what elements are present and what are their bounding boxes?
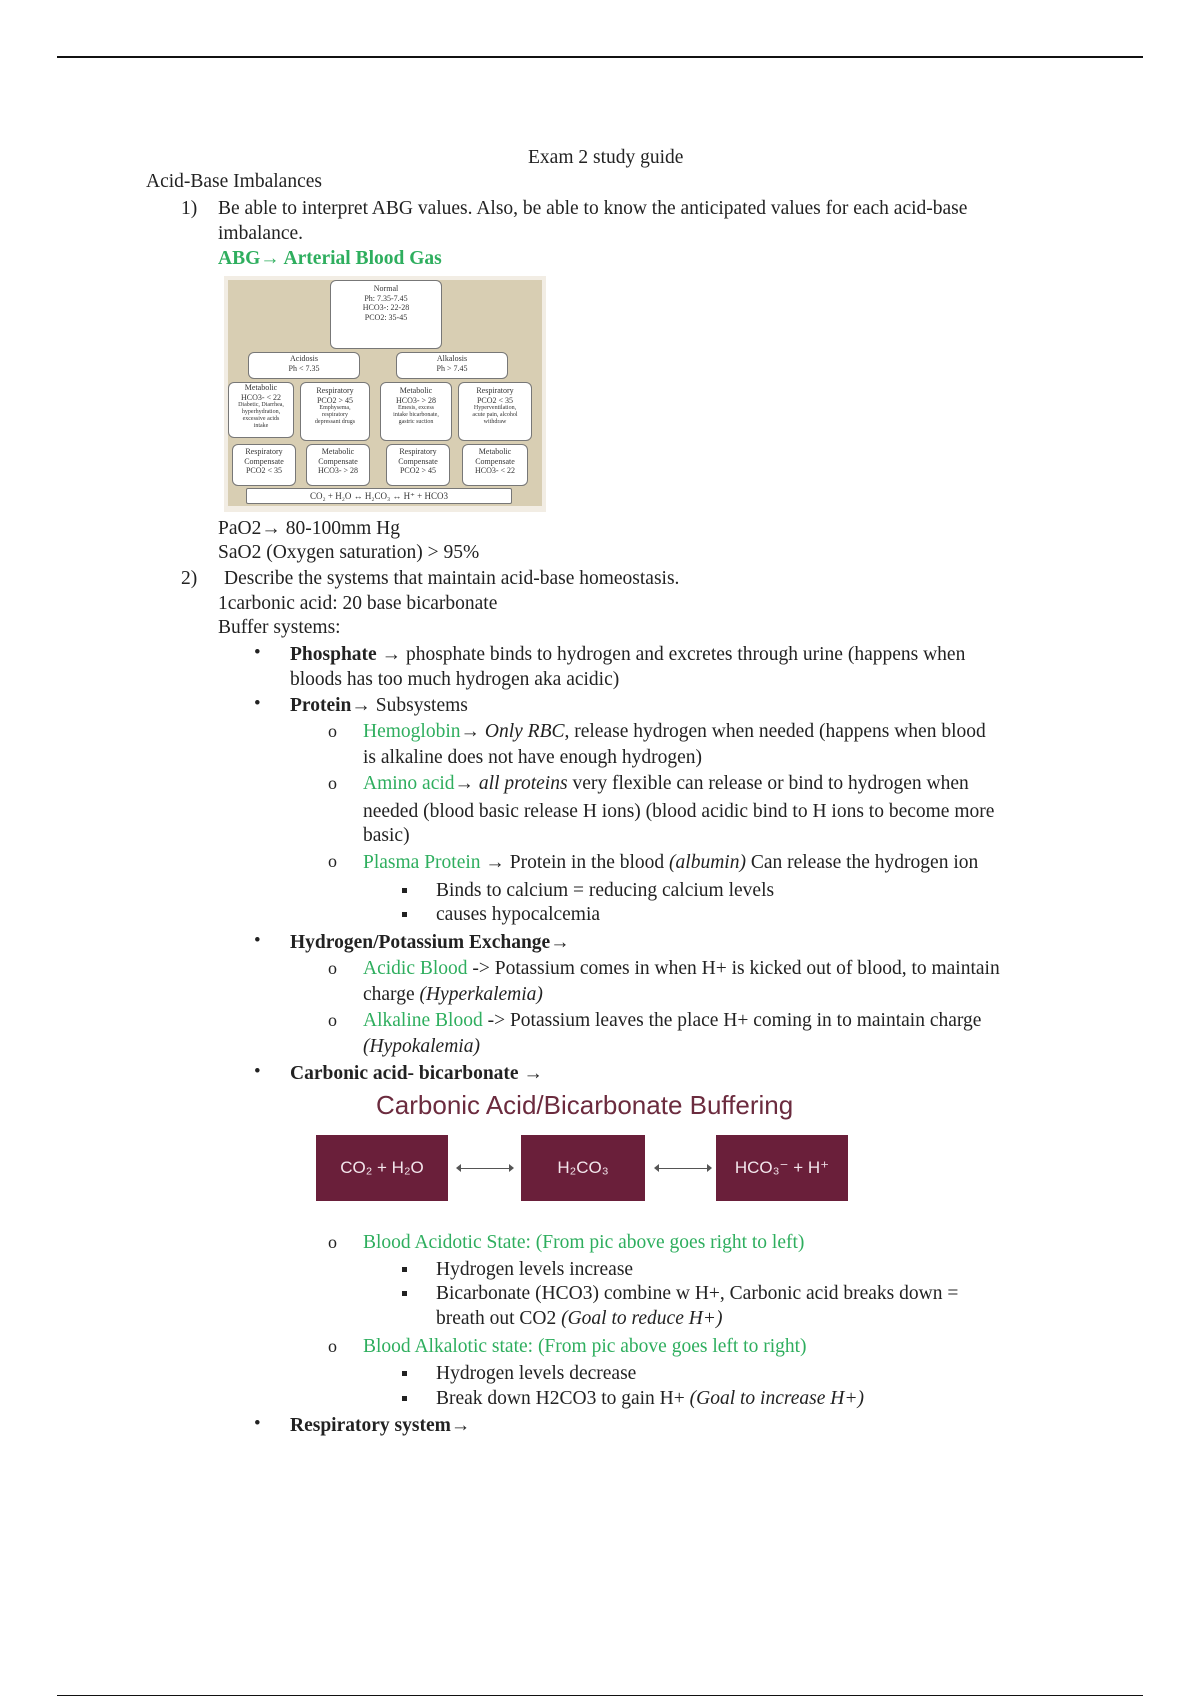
abg-comp1-type: Respiratory — [245, 447, 283, 456]
protein-label: Protein→ — [290, 695, 371, 716]
phosphate-text-cont: bloods has too much hydrogen aka acidic) — [290, 669, 620, 690]
footer-rule — [57, 1695, 1143, 1696]
abg-normal-ph: Ph: 7.35-7.45 — [364, 293, 408, 303]
q1-text: Be able to interpret ABG values. Also, be able to know the anticipated values for each acid-base — [218, 198, 968, 219]
abg-normal-box — [330, 280, 442, 349]
alkaline-label: Alkaline Blood — [363, 1010, 483, 1031]
plasma-sub1: Binds to calcium = reducing calcium levels — [436, 880, 775, 901]
pao2-value: PaO2→ 80-100mm Hg — [218, 518, 400, 539]
square-bullet-6 — [402, 1396, 407, 1401]
amino-arrow: → — [454, 773, 479, 794]
circle-alkaline: o — [328, 1010, 337, 1030]
bullet-phosphate: • — [254, 642, 261, 663]
abg-heading: ABG→ Arterial Blood Gas — [218, 248, 442, 269]
header-rule — [57, 56, 1143, 58]
hemoglobin-italic: Only RBC — [484, 721, 565, 742]
bullet-hk: • — [254, 930, 261, 951]
respiratory-label: Respiratory system→ — [290, 1415, 471, 1436]
square-bullet-4 — [402, 1291, 407, 1296]
abg-met-alk-label: Metabolic — [399, 386, 433, 395]
abg-comp1-box — [232, 444, 296, 486]
plasma-italic: (albumin) — [669, 852, 746, 873]
carbonic-box-hco3: HCO₃⁻ + H⁺ — [716, 1135, 848, 1201]
q2-text: Describe the systems that maintain acid-base homeostasis. — [224, 568, 680, 589]
phosphate-label: Phosphate — [290, 644, 377, 665]
abg-comp2-value: HCO3- > 28 — [317, 466, 359, 475]
carbonic-label: Carbonic acid- bicarbonate → — [290, 1063, 543, 1084]
alkalotic-sub1: Hydrogen levels decrease — [436, 1363, 637, 1384]
page-title: Exam 2 study guide — [528, 147, 684, 168]
hemoglobin-arrow: → — [460, 721, 485, 742]
acidotic-sub2: Bicarbonate (HCO3) combine w H+, Carbonic acid breaks down = — [436, 1283, 959, 1304]
phosphate-text: → phosphate binds to hydrogen and excretes through urine (happens when — [376, 644, 966, 665]
plasma-item — [363, 851, 978, 875]
square-bullet-5 — [402, 1371, 407, 1376]
abg-acidosis-box — [248, 352, 360, 379]
abg-flowchart-bg — [228, 280, 542, 506]
abg-met-alk-cause1: Emesis, excess — [398, 405, 434, 411]
abg-met-acid-cause2: hyperhydration, — [241, 409, 281, 415]
acidotic-label: Blood Acidotic State: (From pic above goes right to left) — [363, 1232, 805, 1253]
sao2-value: SaO2 (Oxygen saturation) > 95% — [218, 542, 480, 563]
abg-comp3-value: PCO2 > 45 — [399, 466, 437, 475]
hemoglobin-text: , release hydrogen when needed (happens when blood — [564, 721, 986, 742]
amino-italic: all proteins — [478, 773, 568, 794]
equilibrium-arrow-2 — [658, 1168, 708, 1169]
circle-acidotic: o — [328, 1232, 337, 1252]
abg-met-acid-cause3: excessive acids — [242, 416, 280, 422]
abg-met-alk-cause2: intake bicarbonate, — [393, 412, 439, 418]
section-heading: Acid-Base Imbalances — [146, 171, 322, 192]
protein-item — [290, 694, 468, 718]
abg-comp3-type: Respiratory — [399, 447, 437, 456]
alkaline-text: -> Potassium leaves the place H+ coming in to maintain charge — [482, 1010, 982, 1031]
circle-alkalotic: o — [328, 1336, 337, 1356]
abg-normal-label: Normal — [373, 284, 399, 293]
abg-met-acid-value: HCO3- < 22 — [240, 392, 282, 402]
abg-comp2-box — [306, 444, 370, 486]
protein-text: Subsystems — [370, 695, 468, 716]
bullet-carbonic: • — [254, 1061, 261, 1082]
abg-comp4-box — [462, 444, 528, 486]
hemoglobin-label: Hemoglobin — [363, 721, 461, 742]
circle-amino: o — [328, 773, 337, 793]
carbonic-diagram-title: Carbonic Acid/Bicarbonate Buffering — [376, 1090, 794, 1120]
acidotic-sub2-italic: (Goal to reduce H+) — [561, 1308, 723, 1329]
abg-met-alk-value: HCO3- > 28 — [395, 395, 437, 405]
abg-comp4-value: HCO3- < 22 — [474, 466, 516, 475]
abg-comp3-label: Compensate — [398, 456, 438, 466]
abg-acidosis-ph: Ph < 7.35 — [288, 363, 320, 373]
abg-met-acidosis-box — [228, 382, 294, 438]
acidic-cont — [363, 983, 543, 1007]
hemoglobin-item — [363, 720, 986, 744]
abg-normal-hco3: HCO3-: 22-28 — [362, 303, 410, 312]
abg-resp-alk-cause3: withdraw — [483, 419, 507, 425]
hk-label: Hydrogen/Potassium Exchange→ — [290, 932, 570, 953]
hemoglobin-text-cont: is alkaline does not have enough hydrogen) — [363, 747, 702, 768]
alkaline-item — [363, 1009, 981, 1033]
abg-met-acid-cause1: Diabetic, Diarrhea, — [238, 402, 284, 408]
abg-acidosis-label: Acidosis — [290, 354, 318, 363]
ratio-text: 1carbonic acid: 20 base bicarbonate — [218, 593, 498, 614]
q1-number: 1) — [181, 198, 198, 219]
abg-resp-acid-value: PCO2 > 45 — [316, 395, 354, 405]
alkaline-italic: (Hypokalemia) — [363, 1036, 480, 1057]
abg-flowchart — [224, 276, 546, 512]
square-bullet-2 — [402, 912, 407, 917]
acidotic-sub2-text: breath out CO2 — [436, 1308, 562, 1329]
alkalotic-sub2-italic: (Goal to increase H+) — [689, 1388, 864, 1409]
abg-comp2-type: Metabolic — [321, 447, 355, 456]
plasma-text2: Can release the hydrogen ion — [745, 852, 979, 873]
carbonic-box-co2: CO₂ + H₂O — [316, 1135, 448, 1201]
abg-resp-acid-cause3: depressant drugs — [314, 419, 356, 425]
bullet-respiratory: • — [254, 1413, 261, 1434]
abg-resp-acidosis-box — [300, 382, 370, 441]
equilibrium-arrow-1 — [460, 1168, 510, 1169]
abg-resp-acid-cause1: Emphysema, — [319, 405, 351, 411]
alkalotic-sub2-text: Break down H2CO3 to gain H+ — [436, 1388, 690, 1409]
circle-hemoglobin: o — [328, 721, 337, 741]
acidotic-sub2-cont — [436, 1307, 722, 1331]
acidic-text: -> Potassium comes in when H+ is kicked out of blood, to maintain — [467, 958, 1000, 979]
abg-met-alk-cause3: gastric suction — [398, 419, 434, 425]
abg-comp3-box — [386, 444, 450, 486]
abg-resp-alk-value: PCO2 < 35 — [476, 395, 514, 405]
abg-comp1-value: PCO2 < 35 — [245, 466, 283, 475]
abg-resp-alk-cause1: Hyperventilation, — [473, 405, 517, 411]
acidic-italic: (Hyperkalemia) — [419, 984, 543, 1005]
circle-plasma: o — [328, 851, 337, 871]
alkalotic-sub2 — [436, 1387, 864, 1411]
amino-text-cont: needed (blood basic release H ions) (blood acidic bind to H ions to become more — [363, 801, 995, 822]
abg-alkalosis-label: Alkalosis — [436, 354, 468, 363]
acidic-label: Acidic Blood — [363, 958, 468, 979]
amino-item — [363, 772, 969, 796]
carbonic-box-h2co3: H₂CO₃ — [521, 1135, 645, 1201]
phosphate-item — [290, 643, 965, 667]
abg-met-alkalosis-box — [380, 382, 452, 441]
q2-number: 2) — [181, 568, 198, 589]
plasma-sub2: causes hypocalcemia — [436, 904, 601, 925]
abg-resp-alk-cause2: acute pain, alcohol — [472, 412, 518, 418]
q1-text-cont: imbalance. — [218, 223, 303, 244]
plasma-text: → Protein in the blood — [480, 852, 670, 873]
square-bullet-3 — [402, 1267, 407, 1272]
bullet-protein: • — [254, 693, 261, 714]
plasma-label: Plasma Protein — [363, 852, 481, 873]
abg-resp-acid-label: Respiratory — [316, 386, 354, 395]
abg-comp2-label: Compensate — [318, 456, 358, 466]
acidotic-sub1: Hydrogen levels increase — [436, 1259, 634, 1280]
circle-acidic: o — [328, 958, 337, 978]
abg-resp-alkalosis-box — [458, 382, 532, 441]
amino-text: very flexible can release or bind to hydrogen when — [567, 773, 969, 794]
abg-comp4-type: Metabolic — [478, 447, 512, 456]
amino-text-cont2: basic) — [363, 825, 410, 846]
abg-normal-pco2: PCO2: 35-45 — [364, 312, 408, 322]
abg-alkalosis-box — [396, 352, 508, 379]
alkalotic-label: Blood Alkalotic state: (From pic above goes left to right) — [363, 1336, 807, 1357]
square-bullet-1 — [402, 888, 407, 893]
abg-met-acid-cause4: intake — [253, 423, 269, 429]
buffer-heading: Buffer systems: — [218, 617, 341, 638]
abg-resp-acid-cause2: respiratory — [322, 412, 348, 418]
amino-label: Amino acid — [363, 773, 455, 794]
abg-comp4-label: Compensate — [475, 456, 515, 466]
abg-comp1-label: Compensate — [244, 456, 284, 466]
abg-met-acid-label: Metabolic — [244, 383, 278, 392]
acidic-item — [363, 957, 1000, 981]
abg-equation: CO₂ + H₂O ↔ H₂CO₃ ↔ H⁺ + HCO3 — [246, 488, 512, 504]
abg-alkalosis-ph: Ph > 7.45 — [436, 363, 468, 373]
acidic-text-cont: charge — [363, 984, 420, 1005]
abg-resp-alk-label: Respiratory — [476, 386, 514, 395]
